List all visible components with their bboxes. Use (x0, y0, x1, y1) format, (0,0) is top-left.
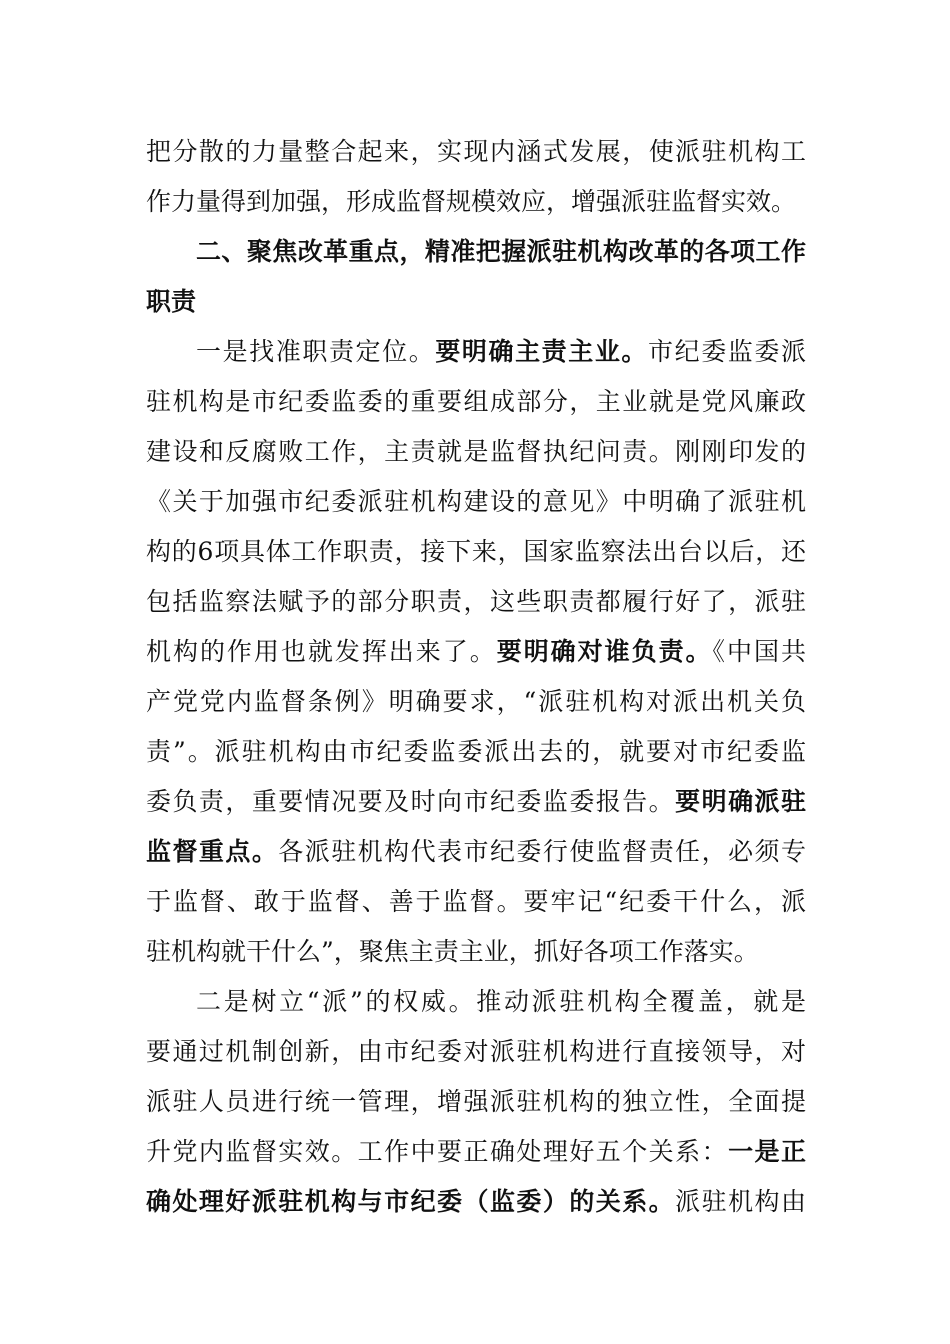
line-text: 作力量得到加强，形成监督规模效应，增强派驻监督实效。 (146, 187, 797, 216)
line-text: 委负责，重要情况要及时向市纪委监委报告。 (146, 787, 676, 816)
bold-phrase: 要明确派驻 (675, 787, 806, 816)
text-line (146, 827, 806, 877)
text-line (146, 777, 806, 827)
text-line (146, 627, 806, 677)
text-line (146, 877, 806, 927)
line-text: 升党内监督实效。工作中要正确处理好五个关系： (146, 1137, 729, 1166)
heading-text: 二、聚焦改革重点，精准把握派驻机构改革的各项工作 (196, 237, 806, 266)
text-line (146, 527, 806, 577)
text-line (146, 577, 806, 627)
line-text: 建设和反腐败工作，主责就是监督执纪问责。刚刚印发的 (146, 437, 806, 466)
line-text: 《关于加强市纪委派驻机构建设的意见》中明确了派驻机 (146, 487, 806, 516)
text-line (146, 677, 806, 727)
line-text: 把分散的力量整合起来，实现内涵式发展，使派驻机构工 (146, 137, 806, 166)
line-text: 驻机构是市纪委监委的重要组成部分，主业就是党风廉政 (146, 387, 806, 416)
bold-phrase: 确处理好派驻机构与市纪委（监委）的关系。 (146, 1187, 676, 1216)
text-line (146, 727, 806, 777)
line-text: 驻机构就干什么”，聚焦主责主业，抓好各项工作落实。 (146, 937, 759, 966)
line-text: 机构的作用也就发挥出来了。 (146, 637, 497, 666)
text-line (146, 427, 806, 477)
line-text: 责”。派驻机构由市纪委监委派出去的，就要对市纪委监 (146, 737, 806, 766)
heading-text: 职责 (146, 287, 197, 316)
line-text: 产党党内监督条例》明确要求，“派驻机构对派出机关负 (146, 687, 806, 716)
line-text: 各派驻机构代表市纪委行使监督责任，必须专 (278, 837, 806, 866)
line-text: 要通过机制创新，由市纪委对派驻机构进行直接领导，对 (146, 1037, 806, 1066)
section-heading (196, 227, 806, 277)
line-text: 于监督、敢于监督、善于监督。要牢记“纪委干什么，派 (146, 887, 806, 916)
line-text: 派驻人员进行统一管理，增强派驻机构的独立性，全面提 (146, 1087, 806, 1116)
section-heading-continued (146, 277, 806, 327)
line-text: 派驻机构由 (675, 1187, 806, 1216)
text-line (196, 327, 806, 377)
line-text: 包括监察法赋予的部分职责，这些职责都履行好了，派驻 (146, 587, 806, 616)
text-line (146, 1177, 806, 1227)
text-line (146, 927, 806, 977)
text-line (146, 477, 806, 527)
text-line (146, 177, 806, 227)
line-text: 构的6项具体工作职责，接下来，国家监察法出台以后，还 (146, 537, 806, 566)
text-line (146, 377, 806, 427)
line-text: 二是树立“派”的权威。推动派驻机构全覆盖，就是 (196, 987, 806, 1016)
line-text: 《中国共 (712, 637, 806, 666)
text-line (196, 977, 806, 1027)
text-line (146, 127, 806, 177)
line-text: 一是找准职责定位。 (196, 337, 436, 366)
bold-phrase: 监督重点。 (146, 837, 279, 866)
bold-phrase: 要明确主责主业。 (435, 337, 649, 366)
bold-phrase: 要明确对谁负责。 (496, 637, 713, 666)
bold-phrase: 一是正 (728, 1137, 806, 1166)
text-line (146, 1127, 806, 1177)
line-text: 市纪委监委派 (648, 337, 806, 366)
text-line (146, 1077, 806, 1127)
text-line (146, 1027, 806, 1077)
